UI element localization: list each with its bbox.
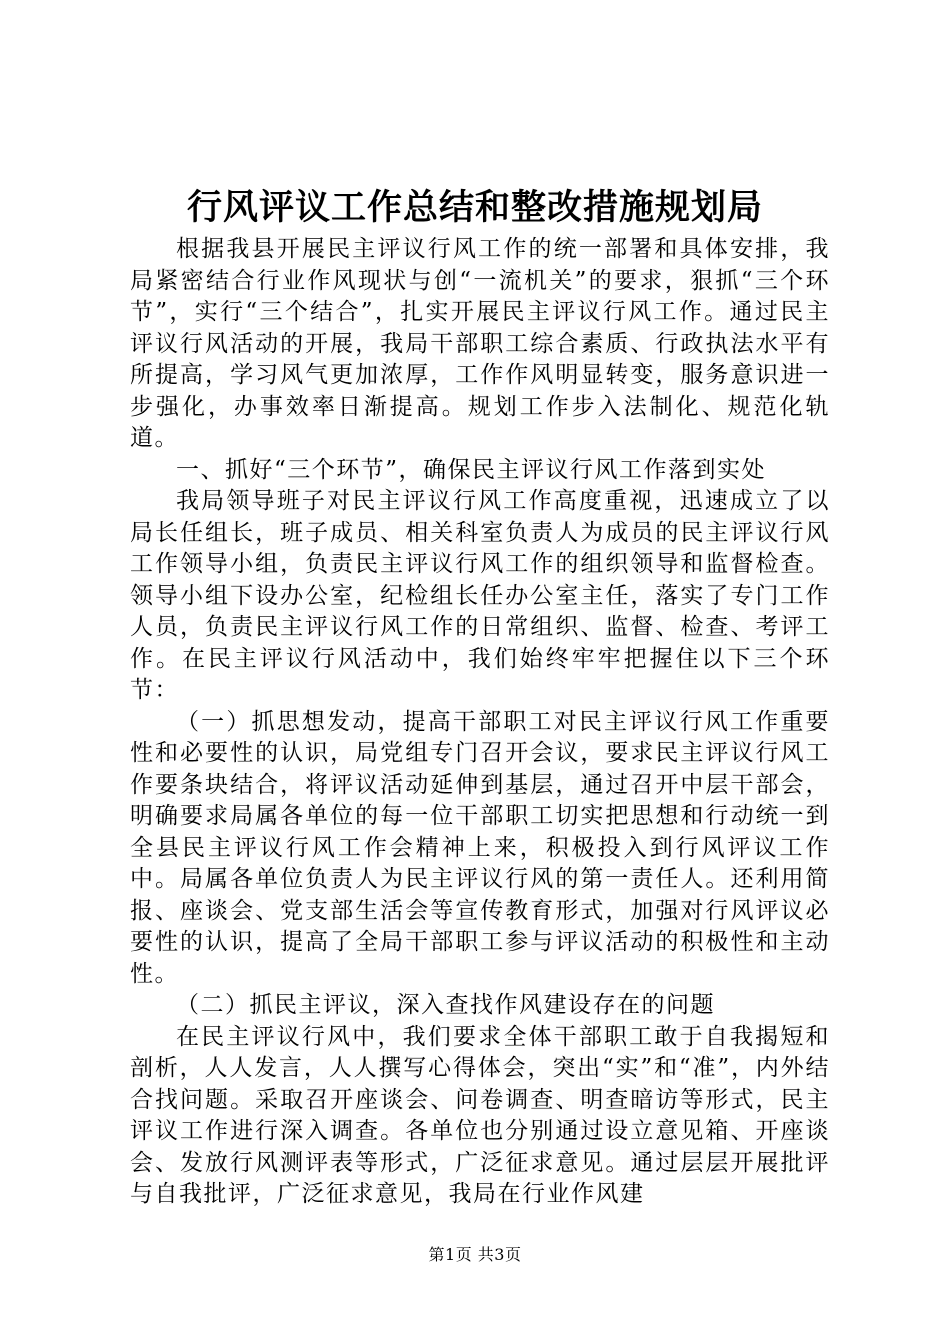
body-paragraph-intro: 根据我县开展民主评议行风工作的统一部署和具体安排，我局紧密结合行业作风现状与创“一流机关”的要求，狠抓“三个环节”，实行“三个结合”，扎实开展民主评议行风工作。通过民主评议行风活动的开展，我局干部职工综合素质、行政执法水平有所提高，学习风气更加浓厚，工作作风明显转变，服务意识进一步强化，办事效率日渐提高。规划工作步入法制化、规范化轨道。	[130, 236, 830, 451]
body-paragraph-evaluation: 在民主评议行风中，我们要求全体干部职工敢于自我揭短和剖析，人人发言，人人撰写心得体会，突出“实”和“准”，内外结合找问题。采取召开座谈会、问卷调查、明查暗访等形式，民主评议工作进行深入调查。各单位也分别通过设立意见箱、开座谈会、发放行风测评表等形式，广泛征求意见。通过层层开展批评与自我批评，广泛征求意见，我局在行业作风建	[130, 1023, 830, 1207]
document-title: 行风评议工作总结和整改措施规划局	[186, 187, 763, 228]
subsection-heading-2: （二）抓民主评议，深入查找作风建设存在的问题	[176, 992, 715, 1018]
body-paragraph-mobilization: （一）抓思想发动，提高干部职工对民主评议行风工作重要性和必要性的认识，局党组专门召开会议，要求民主评议行风工作要条块结合，将评议活动延伸到基层，通过召开中层干部会，明确要求局属各单位的每一位干部职工切实把思想和行动统一到全县民主评议行风工作会精神上来，积极投入到行风评议工作中。局属各单位负责人为民主评议行风的第一责任人。还利用简报、座谈会、党支部生活会等宣传教育形式，加强对行风评议必要性的认识，提高了全局干部职工参与评议活动的积极性和主动性。	[130, 708, 830, 987]
body-paragraph-leadership: 我局领导班子对民主评议行风工作高度重视，迅速成立了以局长任组长，班子成员、相关科室负责人为成员的民主评议行风工作领导小组，负责民主评议行风工作的组织领导和监督检查。领导小组下设办公室，纪检组长任办公室主任，落实了专门工作人员，负责民主评议行风工作的日常组织、监督、检查、考评工作。在民主评议行风活动中，我们始终牢牢把握住以下三个环节：	[130, 488, 830, 703]
page-footer: 第1页 共3页	[428, 1245, 522, 1264]
section-heading-1: 一、抓好“三个环节”，确保民主评议行风工作落到实处	[176, 456, 767, 483]
document-body	[130, 234, 830, 1211]
